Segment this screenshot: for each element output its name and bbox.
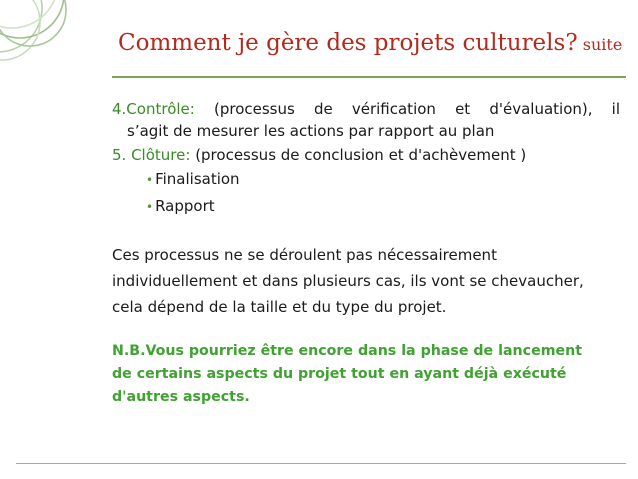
bullet-item (112, 193, 620, 220)
item4-text2: s’agit de mesurer les actions par rapport au plan (127, 122, 495, 140)
item4-line1 (112, 98, 620, 120)
decorative-rings-icon (0, 0, 110, 90)
title-underline (112, 76, 626, 78)
nb-line: d'autres aspects. (112, 389, 250, 405)
bullet-icon: • (146, 200, 154, 214)
bullet-text: Finalisation (155, 170, 240, 188)
paragraph-line: cela dépend de la taille et du type du projet. (112, 298, 447, 316)
item5-line (112, 144, 620, 166)
paragraph-line: individuellement et dans plusieurs cas, ils vont se chevaucher, (112, 272, 584, 290)
paragraph-line: Ces processus ne se déroulent pas nécessairement (112, 246, 497, 264)
nb-line: de certains aspects du projet tout en ayant déjà exécuté (112, 366, 567, 382)
footer-rule (16, 463, 626, 464)
item4-line2 (112, 120, 620, 142)
item4-label: 4.Contrôle: (112, 100, 195, 118)
item5-text: (processus de conclusion et d'achèvement ) (195, 146, 527, 164)
slide-title (118, 30, 628, 56)
item5-label: 5. Clôture: (112, 146, 191, 164)
nb-line: N.B.Vous pourriez être encore dans la phase de lancement (112, 343, 582, 359)
nb-note (112, 340, 620, 409)
item4-text1: (processus de vérification et d'évaluation), il (213, 100, 620, 118)
paragraph (112, 242, 620, 320)
bullet-text: Rapport (155, 197, 215, 215)
title-suite: suite (582, 35, 623, 54)
bullet-icon: • (146, 173, 154, 187)
bullet-item (112, 166, 620, 193)
title-main: Comment je gère des projets culturels? (118, 30, 578, 56)
slide-body (112, 98, 620, 409)
